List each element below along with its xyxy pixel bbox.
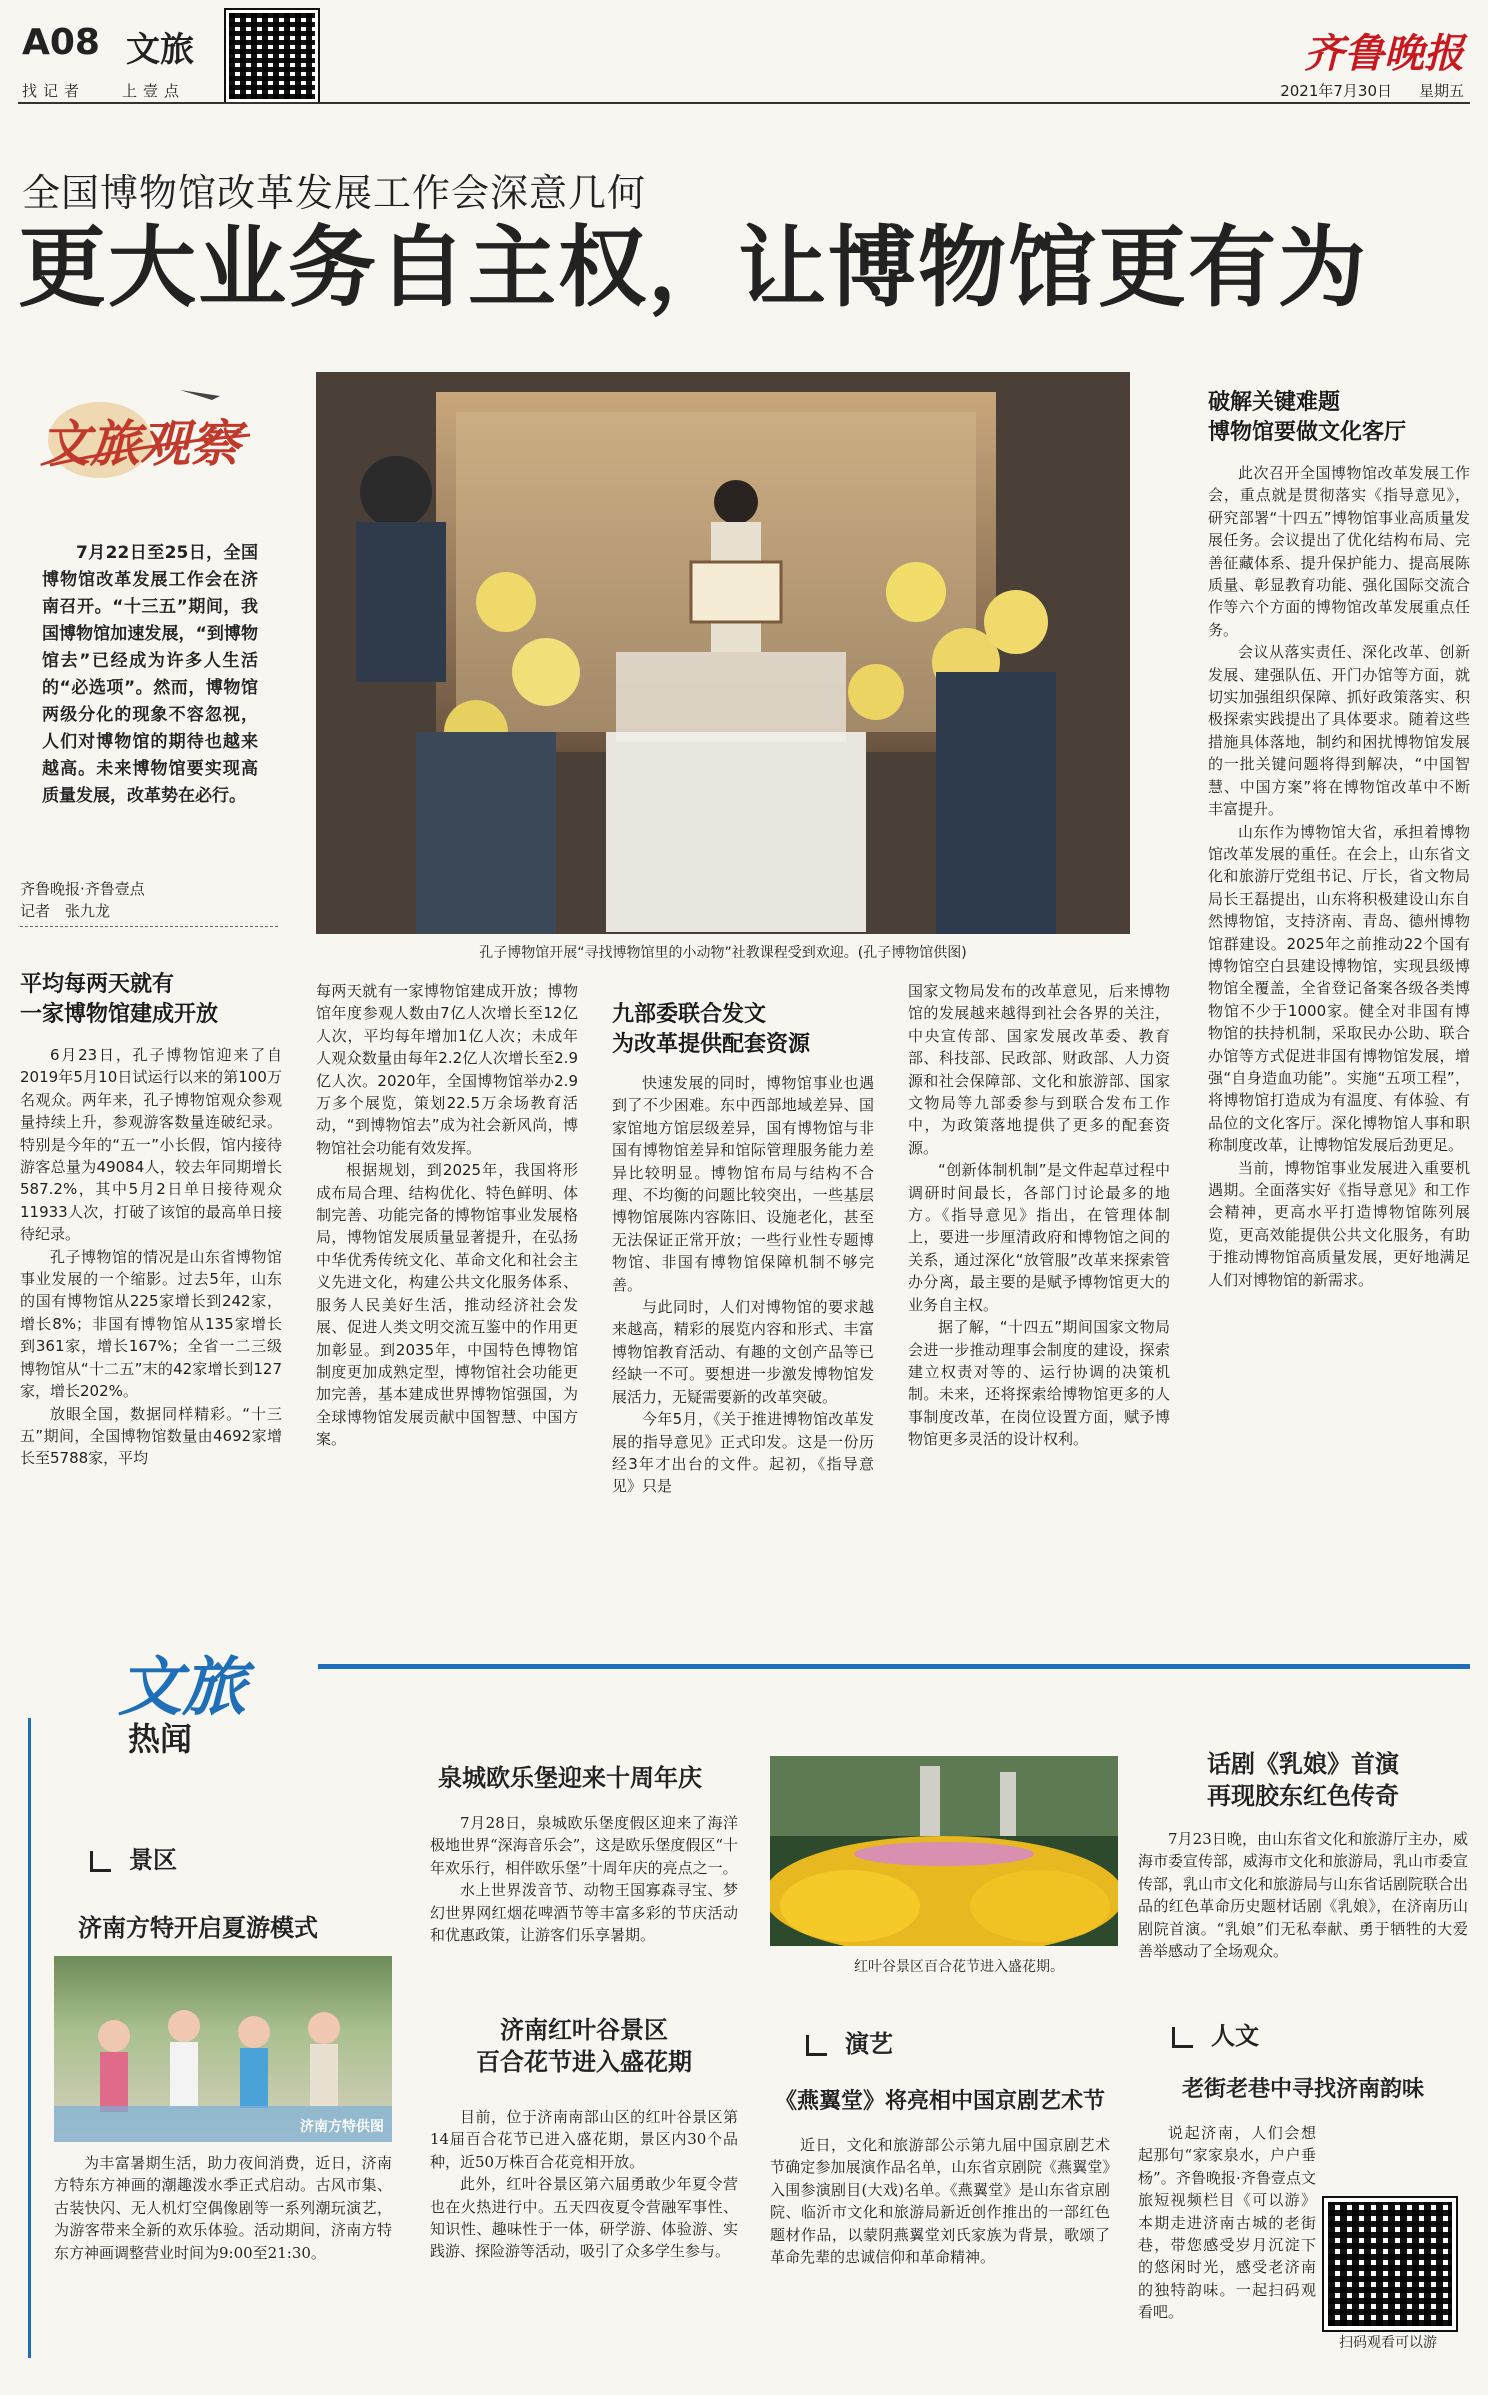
news-logo-bottom: 热闻	[128, 1720, 193, 1758]
paragraph: 据了解，“十四五”期间国家文物局会进一步推动理事会制度的建设，探索建立权责对等的、运行协调的决策机制。未来，还将探索给博物馆更多的人事制度改革，在岗位设置方面，赋予博物馆更多灵活的设计权利。	[908, 1318, 1170, 1449]
hyg-title-line2: 百合花节进入盛花期	[476, 2048, 692, 2076]
section1-title-line2: 一家博物馆建成开放	[20, 1002, 219, 1027]
paragraph: 与此同时，人们对博物馆的要求越来越高，精彩的展览内容和形式、丰富博物馆教育活动、有趣的文创产品等已经缺一不可。要想进一步激发博物馆发展活力，无疑需要新的改革突破。	[612, 1298, 874, 1406]
qr-caption: 扫码观看可以游	[1339, 2335, 1437, 2351]
section3-column	[1208, 462, 1470, 1291]
news-logo-top: 文旅	[118, 1650, 246, 1725]
corner-arrow-icon	[90, 1851, 111, 1872]
section1-title	[20, 970, 290, 1030]
flower-photo	[770, 1756, 1118, 1946]
corner-arrow-icon	[806, 2035, 827, 2056]
paragraph: 目前，位于济南南部山区的红叶谷景区第14届百合花节已进入盛花期，景区内30个品种，近50万株百合花竞相开放。	[430, 2108, 738, 2171]
jn-photo-caption: 济南方特供图	[300, 2119, 384, 2135]
page-header	[18, 22, 1470, 102]
section2-column1	[612, 1072, 874, 1498]
qr-code-icon[interactable]	[226, 10, 318, 102]
paragraph: 近日，文化和旅游部公示第九届中国京剧艺术节确定参加展演作品名单，山东省京剧院《燕翼堂》入围参演剧目(大戏)名单。《燕翼堂》是山东省京剧院、临沂市文化和旅游局新近创作推出的一部红色题材作品，以蒙阴燕翼堂刘氏家族为背景，歌颂了革命先辈的忠诚信仰和革命精神。	[770, 2136, 1110, 2267]
section2-title-line1: 九部委联合发文	[612, 1002, 767, 1027]
lead-paragraph	[42, 540, 258, 810]
paragraph: 当前，博物馆事业发展进入重要机遇期。全面落实好《指导意见》和工作会精神，更高水平打造博物馆陈列展览，更高效能提供公共文化服务，有助于推动博物馆高质量发展，更好地满足人们对博物馆的新需求。	[1208, 1158, 1470, 1289]
section1-column1	[20, 1044, 282, 1470]
section1-column2	[316, 980, 578, 1451]
paragraph: 7月28日，泉城欧乐堡度假区迎来了海洋极地世界“深海音乐会”，这是欧乐堡度假区“十年欢乐行，相伴欧乐堡”十周年庆的亮点之一。	[430, 1814, 739, 1877]
section2-title-line2: 为改革提供配套资源	[612, 1032, 811, 1057]
paragraph: 国家文物局发布的改革意见，后来博物馆的发展越来越得到社会各界的关注，中央宣传部、国家发展改革委、教育部、科技部、民政部、财政部、人力资源和社会保障部、文化和旅游部、国家文物局等九部委参与到联合发布工作中，为政策落地提供了更多的配套资源。	[908, 982, 1170, 1157]
paragraph: 山东作为博物馆大省，承担着博物馆改革发展的重任。在会上，山东省文化和旅游厅党组书记、厅长，省文物局局长王磊提出，山东将积极建设山东自然博物馆，支持济南、青岛、德州博物馆群建设。2025年之前推动22个国有博物馆空白县建设博物馆，实现县级博物馆全覆盖，全省登记备案各级各类博物馆不少于1000家。健全对非国有博物馆的扶持机制，采取民办公助、联合办馆等方式促进非国有博物馆发展，增强“自身造血功能”。实施“五项工程”，将博物馆打造成为有温度、有体验、有品位的文化客厅。深化博物馆人事和职称制度改革，让博物馆发展后劲更足。	[1208, 822, 1470, 1155]
paragraph: 孔子博物馆的情况是山东省博物馆事业发展的一个缩影。过去5年，山东的国有博物馆从225家增长到242家，增长8%；非国有博物馆从135家增长到361家，增长167%；全省一二三级博物馆从“十二五”末的42家增长到127家，增长202%。	[20, 1247, 282, 1401]
flower-photo-caption: 红叶谷景区百合花节进入盛花期。	[854, 1959, 1064, 1975]
section-name: 文旅	[126, 30, 194, 70]
hyg-body	[430, 2106, 738, 2263]
paragraph: 今年5月，《关于推进博物馆改革发展的指导意见》正式印发。这是一份历经3年才出台的文件。起初，《指导意见》只是	[612, 1410, 874, 1496]
rn-title	[1138, 1748, 1468, 1812]
paragraph: 为丰富暑期生活，助力夜间消费，近日，济南方特东方神画的潮趣泼水季正式启动。古风市集、古装快闪、无人机灯空偶像剧等一系列潮玩演艺，为游客带来全新的欢乐体验。活动期间，济南方特东方神画调整营业时间为9:00至21:30。	[54, 2154, 392, 2262]
jn-photo	[54, 1956, 392, 2142]
paragraph: 水上世界泼音节、动物王国寡森寻宝、梦幻世界网红烟花啤酒节等丰富多彩的节庆活动和优惠政策，让游客们乐享暑期。	[430, 1881, 738, 1945]
section3-title-line2: 博物馆要做文化客厅	[1208, 420, 1407, 445]
category-scenic	[90, 1840, 177, 1875]
byline	[20, 878, 278, 927]
byline-reporter: 记者 张九龙	[20, 902, 111, 920]
section2-column2	[908, 980, 1170, 1451]
main-photo-caption: 孔子博物馆开展“寻找博物馆里的小动物”社教课程受到欢迎。(孔子博物馆供图)	[479, 945, 967, 961]
main-photo	[316, 372, 1130, 934]
news-left-rule	[28, 1718, 31, 2358]
column-logo-text: 文旅观察	[40, 414, 240, 473]
section3-title-line1: 破解关键难题	[1208, 390, 1341, 415]
header-rule	[18, 102, 1470, 104]
paragraph: 说起济南，人们会想起那句“家家泉水，户户垂杨”。齐鲁晚报·齐鲁壹点文旅短视频栏目《可以游》本期走进济南古城的老街巷，带您感受岁月沉淀下的悠闲时光，感受老济南的独特韵味。一起扫码观看吧。	[1138, 2124, 1316, 2322]
page-number: A08	[22, 22, 100, 63]
headline-title: 更大业务自主权，让博物馆更有为	[18, 216, 1369, 319]
olb-title: 泉城欧乐堡迎来十周年庆	[438, 1764, 702, 1792]
paragraph: 6月23日，孔子博物馆迎来了自2019年5月10日试运行以来的第100万名观众。两年来，孔子博物馆观众参观量持续上升，参观游客数量连破纪录。特别是今年的“五一”小长假，馆内接待游客总量为49084人，较去年同期增长587.2%，其中5月2日单日接待观众11933人次，打破了该馆的最高单日接待纪录。	[20, 1046, 282, 1244]
paragraph: “创新体制机制”是文件起草过程中调研时间最长，各部门讨论最多的地方。《指导意见》指出，在管理体制上，要进一步厘清政府和博物馆之间的关系，通过深化“放管服”改革来探索管办分离，最主要的是赋予博物馆更大的业务自主权。	[908, 1161, 1170, 1314]
yyt-body	[770, 2134, 1110, 2268]
news-logo	[98, 1636, 328, 1758]
issue-date: 2021年7月30日	[1280, 82, 1392, 100]
category-scenic-label: 景区	[129, 1846, 177, 1874]
section2-title	[612, 1000, 882, 1060]
category-culture-label: 人文	[1211, 2022, 1259, 2050]
lj-qr-code-icon[interactable]	[1324, 2198, 1456, 2330]
paragraph: 根据规划，到2025年，我国将形成布局合理、结构优化、特色鲜明、体制完善、功能完备的博物馆事业发展格局，博物馆发展质量显著提升，在弘扬中华优秀传统文化、革命文化和社会主义先进文化，构建公共文化服务体系、服务人民美好生活，推动经济社会发展、促进人类文明交流互鉴中的作用更加彰显。到2035年，中国特色博物馆制度更加成熟定型，博物馆社会功能更加完善，基本建成世界博物馆强国，为全球博物馆发展贡献中国智慧、中国方案。	[316, 1161, 578, 1449]
news-section	[18, 1626, 1470, 2386]
lead-text: 7月22日至25日，全国博物馆改革发展工作会在济南召开。“十三五”期间，我国博物馆加速发展，“到博物馆去”已经成为许多人生活的“必选项”。然而，博物馆两级分化的现象不容忽视，人们对博物馆的期待也越来越高。未来博物馆要实现高质量发展，改革势在必行。	[42, 543, 258, 806]
corner-arrow-icon	[1172, 2027, 1193, 2048]
category-performance	[806, 2024, 893, 2059]
paragraph: 放眼全国，数据同样精彩。“十三五”期间，全国博物馆数量由4692家增长至5788家，平均	[20, 1404, 282, 1468]
hyg-title	[430, 2014, 738, 2078]
news-top-rule	[318, 1664, 1470, 1669]
paragraph: 会议从落实责任、深化改革、创新发展、建强队伍、开门办馆等方面，就切实加强组织保障、抓好政策落实、积极探索实践提出了具体要求。随着这些措施具体落地，制约和困扰博物馆发展的一批关键问题将得到解决，“中国智慧、中国方案”将在博物馆改革中不断丰富提升。	[1208, 643, 1470, 819]
museum-children-photo	[316, 372, 1130, 934]
paragraph: 快速发展的同时，博物馆事业也遇到了不少困难。东中西部地域差异、国家馆地方馆层级差异，国有博物馆与非国有博物馆差异和馆际管理服务能力差异比较明显。博物馆布局与结构不合理、不均衡的问题比较突出，一些基层博物馆展陈内容陈旧、设施老化，甚至无法保证正常开放；一些行业性专题博物馆、非国有博物馆保障机制不够完善。	[612, 1074, 874, 1294]
section3-title	[1208, 388, 1470, 448]
jn-title: 济南方特开启夏游模式	[78, 1914, 318, 1942]
olb-body	[430, 1812, 738, 1946]
column-logo	[30, 370, 280, 490]
water-splash-photo	[54, 1956, 392, 2142]
section1-title-line1: 平均每两天就有	[20, 972, 175, 997]
headline-kicker: 全国博物馆改革发展工作会深意几何	[22, 171, 647, 215]
header-sub-1: 找记者	[22, 82, 86, 100]
issue-weekday: 星期五	[1418, 82, 1464, 100]
category-performance-label: 演艺	[845, 2030, 893, 2058]
paragraph: 此次召开全国博物馆改革发展工作会，重点就是贯彻落实《指导意见》，研究部署“十四五”博物馆事业高质量发展任务。会议提出了优化结构布局、完善征藏体系、提升保护能力、提高展陈质量、彰显教育功能、强化国际交流合作等六个方面的博物馆改革发展重点任务。	[1208, 464, 1470, 639]
paragraph: 此外，红叶谷景区第六届勇敢少年夏令营也在火热进行中。五天四夜夏令营融军事性、知识性、趣味性于一体，研学游、体验游、实践游、探险游等活动，吸引了众多学生参与。	[430, 2175, 738, 2261]
paragraph: 每两天就有一家博物馆建成开放；博物馆年度参观人数由7亿人次增长至12亿人次，平均每年增加1亿人次；未成年人观众数量由每年2.2亿人次增长至2.9亿人次。2020年，全国博物馆举办2.9万多个展览，策划22.5万余场教育活动，“到博物馆去”成为社会新风尚，博物馆社会功能有效发挥。	[316, 982, 578, 1157]
lj-body	[1138, 2122, 1316, 2324]
paragraph: 7月23日晚，由山东省文化和旅游厅主办，威海市委宣传部，威海市文化和旅游局，乳山市委宣传部，乳山市文化和旅游局与山东省话剧院联合出品的红色革命历史题材话剧《乳娘》，在济南历山剧院首演。“乳娘”们无私奉献、勇于牺牲的大爱善举感动了全场观众。	[1138, 1830, 1469, 1961]
yyt-title: 《燕翼堂》将亮相中国京剧艺术节	[774, 2089, 1105, 2114]
lj-title: 老街老巷中寻找济南韵味	[1181, 2077, 1424, 2102]
byline-org: 齐鲁晚报·齐鲁壹点	[20, 880, 145, 898]
hyg-title-line1: 济南红叶谷景区	[500, 2016, 668, 2044]
category-culture	[1172, 2016, 1259, 2051]
rn-body	[1138, 1828, 1468, 1962]
lily-field-photo	[770, 1756, 1118, 1946]
rn-title-line2: 再现胶东红色传奇	[1207, 1782, 1399, 1810]
rn-title-line1: 话剧《乳娘》首演	[1207, 1750, 1399, 1778]
masthead-logo: 齐鲁晚报	[1304, 30, 1464, 77]
header-sub-2: 上壹点	[122, 82, 186, 100]
jn-body	[54, 2152, 392, 2264]
